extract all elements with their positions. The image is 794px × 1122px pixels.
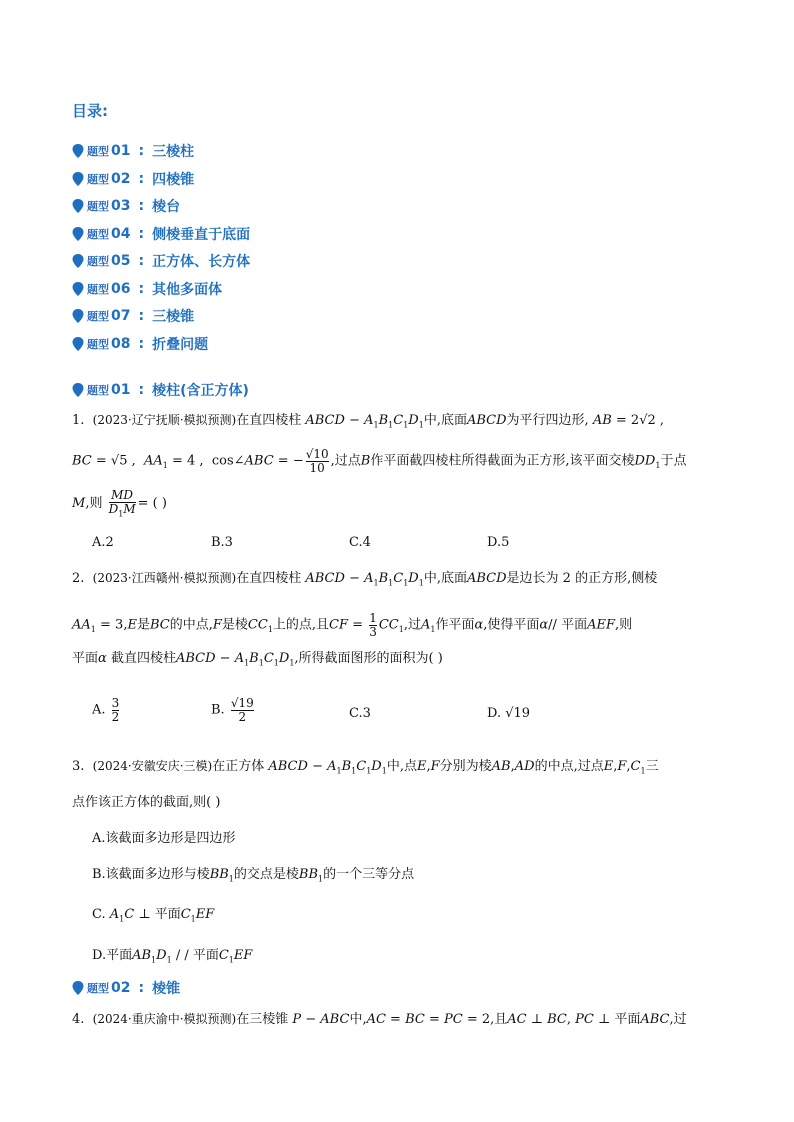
toc-num: 03: [111, 198, 131, 214]
question-3-line-1: 3. (2024·安徽安庆·三模)在正方体 ABCD − $A_1B_1C_1D_1$中,点E,F分别为棱AB,AD的中点,过点$E,F,C_1$三: [72, 759, 659, 776]
section-colon: :: [138, 382, 145, 398]
toc-label: 折叠问题: [152, 336, 209, 353]
q1-option-a: A.2: [92, 535, 114, 550]
toc-label: 四棱锥: [152, 171, 195, 188]
toc-tag: 题型: [87, 172, 109, 186]
toc-item-07[interactable]: [72, 306, 194, 326]
toc-label: 其他多面体: [152, 281, 223, 298]
toc-num: 06: [111, 280, 131, 297]
question-1-line-3: M,则 $\frac{MD}{D_1M}$ = ( ): [72, 488, 167, 518]
toc-num: 08: [111, 335, 131, 352]
q3-option-b: B.该截面多边形与棱$BB_1$的交点是棱$BB_1$的一个三等分点: [92, 867, 415, 884]
q3-option-d: D.平面$AB_1D_1$ / / 平面$C_1EF$: [92, 948, 253, 965]
toc-colon: :: [138, 170, 145, 187]
toc-colon: :: [138, 225, 145, 242]
toc-item-02[interactable]: [72, 169, 194, 189]
map-pin-icon: [72, 254, 84, 268]
map-pin-icon: [72, 282, 84, 296]
toc-item-01[interactable]: [72, 141, 194, 161]
map-pin-icon: [72, 172, 84, 186]
section-label: 棱锥: [152, 981, 181, 997]
toc-tag: 题型: [87, 282, 109, 296]
map-pin-icon: [72, 337, 84, 351]
q1-option-c: C.4: [349, 535, 371, 550]
section-colon: :: [138, 980, 145, 996]
toc-colon: :: [138, 253, 145, 269]
section-label: 棱柱(含正方体): [152, 383, 249, 399]
map-pin-icon: [72, 383, 84, 397]
toc-colon: :: [138, 280, 145, 297]
question-3-line-2: 点作该正方体的截面,则( ): [72, 795, 221, 810]
toc-label: 侧棱垂直于底面: [152, 226, 251, 243]
toc-tag: 题型: [87, 310, 109, 323]
toc-item-08[interactable]: [72, 334, 208, 354]
toc-title: 目录:: [72, 102, 108, 120]
toc-item-03[interactable]: [72, 196, 180, 216]
toc-colon: :: [138, 308, 145, 324]
question-number: 3.: [72, 759, 85, 774]
toc-colon: :: [138, 335, 145, 352]
question-source: (2024·重庆渝中·模拟预测): [92, 1012, 237, 1026]
toc-tag: 题型: [87, 255, 109, 268]
map-pin-icon: [72, 309, 84, 323]
section-tag: 题型: [87, 384, 109, 397]
toc-tag: 题型: [87, 227, 109, 241]
question-1-line-1: 1. (2023·辽宁抚顺·模拟预测)在直四棱柱 ABCD − $A_1B_1C_1D_1$中,底面ABCD为平行四边形, AB = 2√2 ,: [72, 413, 665, 430]
toc-item-06[interactable]: [72, 279, 222, 299]
section-header-02: [72, 978, 180, 998]
question-2-line-3: 平面α 截直四棱柱ABCD − $A_1B_1C_1D_1$,所得截面图形的面积为( ): [72, 651, 443, 668]
question-1-line-2: BC = √5 , $AA_1 = 4$ , cos∠ABC = − $\frac{√10}{10}$ ,过点B作平面截四棱柱所得截面为正方形,该平面交棱$DD_1$于点: [72, 447, 687, 475]
map-pin-icon: [72, 227, 84, 241]
toc-label: 三棱柱: [152, 144, 195, 160]
map-pin-icon: [72, 199, 84, 213]
map-pin-icon: [72, 144, 84, 158]
toc-colon: :: [138, 198, 145, 214]
section-header-01: [72, 380, 249, 400]
question-source: (2024·安徽安庆·三模): [92, 759, 213, 773]
q3-option-c: C. $A_1C$ ⊥ 平面$C_1EF$: [92, 907, 215, 924]
q2-option-a: A. $\frac{3}{2}$: [92, 696, 120, 724]
question-number: 4.: [72, 1012, 85, 1027]
toc-label: 正方体、长方体: [152, 254, 251, 270]
q2-option-c: C.3: [349, 706, 371, 721]
question-source: (2023·辽宁抚顺·模拟预测): [92, 413, 237, 427]
q3-option-a: A.该截面多边形是四边形: [92, 831, 236, 846]
toc-num: 01: [111, 143, 131, 159]
question-number: 2.: [72, 571, 85, 586]
toc-tag: 题型: [87, 145, 109, 158]
toc-num: 04: [111, 225, 131, 242]
question-2-line-2: $AA_1 = 3,E$是BC的中点,F是棱$CC_1$上的点,且CF = $\frac{1}{3}$ $CC_1$,过$A_1$作平面α,使得平面α// 平面AEF,则: [72, 611, 633, 639]
q2-option-b: B. $\frac{√19}{2}$: [211, 696, 254, 724]
q1-option-d: D.5: [487, 535, 510, 550]
toc-item-04[interactable]: [72, 224, 250, 244]
question-source: (2023·江西赣州·模拟预测): [92, 571, 237, 585]
toc-label: 三棱锥: [152, 309, 195, 325]
q2-option-d: D. √19: [487, 706, 531, 721]
toc-tag: 题型: [87, 200, 109, 213]
question-2-line-1: 2. (2023·江西赣州·模拟预测)在直四棱柱 ABCD − $A_1B_1C_1D_1$中,底面ABCD是边长为 2 的正方形,侧棱: [72, 571, 658, 588]
toc-label: 棱台: [152, 199, 181, 215]
section-tag: 题型: [87, 982, 109, 995]
question-4-line-1: 4. (2024·重庆渝中·模拟预测)在三棱锥 P − ABC中,AC = BC = PC = 2,且AC ⊥ BC, PC ⊥ 平面ABC,过: [72, 1012, 687, 1027]
toc-colon: :: [138, 143, 145, 159]
map-pin-icon: [72, 981, 84, 995]
section-num: 01: [111, 382, 131, 398]
toc-num: 05: [111, 253, 131, 269]
toc-item-05[interactable]: [72, 251, 250, 271]
section-num: 02: [111, 980, 131, 996]
question-number: 1.: [72, 413, 85, 428]
toc-num: 07: [111, 308, 131, 324]
toc-num: 02: [111, 170, 131, 187]
toc-tag: 题型: [87, 337, 109, 351]
q1-option-b: B.3: [211, 535, 233, 550]
